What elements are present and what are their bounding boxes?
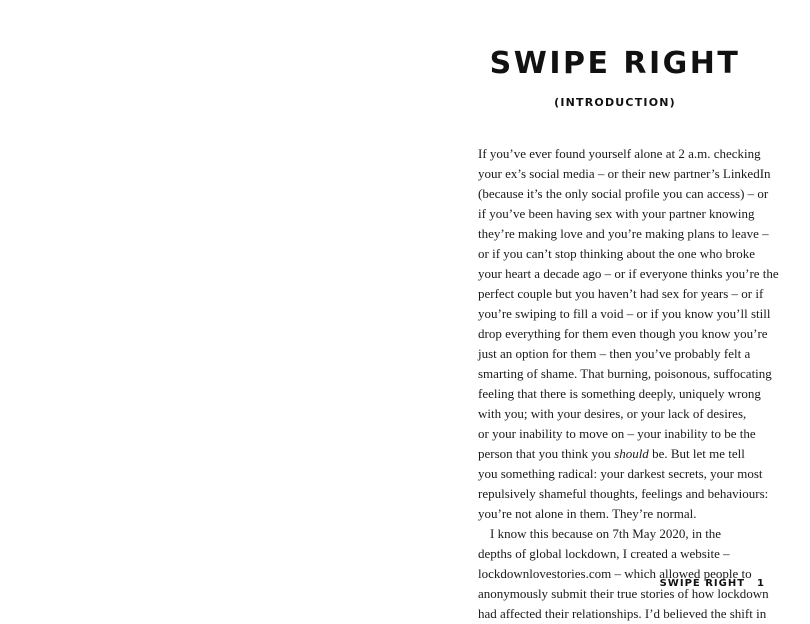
text-line: repulsively shameful thoughts, feelings and behaviours:	[478, 486, 769, 501]
text-line: or your inability to move on – your inability to be the	[478, 426, 756, 441]
text-line: if you’ve been having sex with your partner knowing	[478, 206, 755, 221]
text-line: anonymously submit their true stories of how lockdown	[478, 586, 769, 601]
text-line: had affected their relationships. I’d believed the shift in	[478, 606, 767, 621]
text-line: you something radical: your darkest secrets, your most	[478, 466, 763, 481]
text-line-with-emphasis	[478, 444, 768, 464]
text-line: smarting of shame. That burning, poisonous, suffocating	[478, 366, 772, 381]
text-line: feeling that there is something deeply, uniquely wrong	[478, 386, 761, 401]
left-page-blank	[0, 0, 405, 622]
paragraph-start-line: I know this because on 7th May 2020, in the	[490, 526, 722, 541]
page-number: 1	[757, 578, 765, 589]
text-line: with you; with your desires, or your lack of desires,	[478, 406, 747, 421]
text-line: your heart a decade ago – or if everyone thinks you’re the	[478, 266, 779, 281]
text-line: you’re swiping to fill a void – or if you know you’ll still	[478, 306, 771, 321]
text-line: (because it’s the only social profile you can access) – or	[478, 186, 769, 201]
running-head: SWIPE RIGHT	[659, 578, 746, 589]
body-text	[478, 144, 779, 624]
text-line: or if you can’t stop thinking about the one who broke	[478, 246, 756, 261]
chapter-subtitle: (INTRODUCTION)	[554, 96, 676, 109]
text-line: just an option for them – then you’ve probably felt a	[478, 346, 751, 361]
text-segment: be. But let me tell	[648, 446, 745, 461]
text-line: If you’ve ever found yourself alone at 2 a.m. checking	[478, 146, 761, 161]
emphasis-should: should	[614, 446, 649, 461]
text-line: lockdownlovestories.com – which allowed people to	[478, 566, 752, 581]
text-segment: person that you think you	[478, 446, 615, 461]
page-footer	[560, 576, 765, 592]
text-line: perfect couple but you haven’t had sex for years – or if	[478, 286, 764, 301]
text-line: they’re making love and you’re making plans to leave –	[478, 226, 769, 241]
text-line: you’re not alone in them. They’re normal.	[478, 506, 697, 521]
text-line: your ex’s social media – or their new partner’s LinkedIn	[478, 166, 771, 181]
text-line: drop everything for them even though you know you’re	[478, 326, 768, 341]
chapter-title: SWIPE RIGHT	[489, 46, 741, 81]
text-line: depths of global lockdown, I created a website –	[478, 546, 730, 561]
